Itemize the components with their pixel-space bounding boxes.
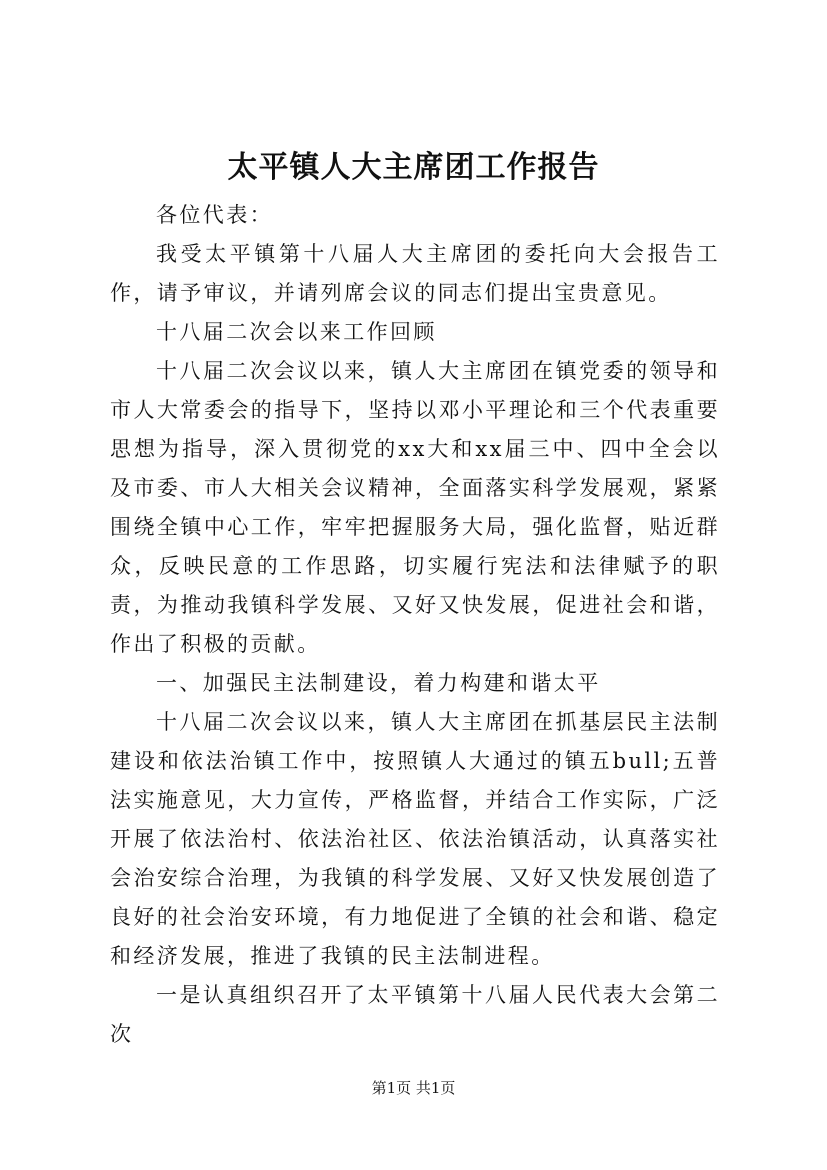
paragraph-item-one: 一是认真组织召开了太平镇第十八届人民代表大会第二次 (110, 983, 720, 1046)
page-number: 第1页 共1页 (371, 1079, 456, 1097)
paragraph-intro: 我受太平镇第十八届人大主席团的委托向大会报告工作，请予审议，并请列席会议的同志们提出宝贵意见。 (110, 242, 720, 305)
paragraph-review: 十八届二次会议以来，镇人大主席团在镇党委的领导和市人大常委会的指导下，坚持以邓小平理论和三个代表重要思想为指导，深入贯彻党的xx大和xx届三中、四中全会以及市委、市人大相关会议精神，全面落实科学发展观，紧紧围绕全镇中心工作，牢牢把握服务大局，强化监督，贴近群众，反映民意的工作思路，切实履行宪法和法律赋予的职责，为推动我镇科学发展、又好又快发展，促进社会和谐，作出了积极的贡献。 (110, 359, 720, 656)
paragraph-salutation: 各位代表： (156, 203, 273, 227)
document-title: 太平镇人大主席团工作报告 (227, 150, 600, 185)
section-heading-legal: 一、加强民主法制建设，着力构建和谐太平 (156, 671, 601, 695)
paragraph-legal: 十八届二次会议以来，镇人大主席团在抓基层民主法制建设和依法治镇工作中，按照镇人大通过的镇五bull;五普法实施意见，大力宣传，严格监督，并结合工作实际，广泛开展了依法治村、依法治社区、依法治镇活动，认真落实社会治安综合治理，为我镇的科学发展、又好又快发展创造了良好的社会治安环境，有力地促进了全镇的社会和谐、稳定和经济发展，推进了我镇的民主法制进程。 (110, 710, 720, 968)
section-heading-review: 十八届二次会以来工作回顾 (156, 320, 437, 344)
document-body (110, 196, 720, 1054)
